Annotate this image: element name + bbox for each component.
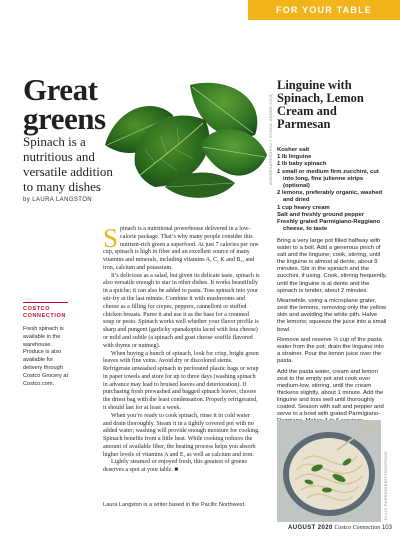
byline: by LAURA LANGSTON <box>23 197 93 203</box>
page-number: 103 <box>381 525 392 531</box>
recipe-step: Meanwhile, using a microplane grater, zest the lemons, removing only the yellow skin and avoiding the white pith. Halve the lemons; squeeze the juice into a small bowl. <box>277 298 387 333</box>
sidebar-body: Fresh spinach is available in the warehouse. Produce is also available for delivery through Costco Grocery at Costco.com. <box>23 326 69 387</box>
linguine-dish-image <box>277 420 381 522</box>
article-paragraph-1: Spinach is a nutritional powerhouse delivered in a low-calorie package. That’s why many people consider this nutrient-rich green a superfood. At just 7 calories per raw cup, spinach is high in fiber and an excellent source of many vitamins and minerals, including vitamins A, C, K and B₂, and iron, calcium and potassium. <box>103 223 259 271</box>
ingredient-item: 1 lb baby spinach <box>277 161 327 168</box>
recipe-step: Add the pasta water, cream and lemon zest to the empty pot and cook over medium-low, stirring, until the cream thickens slightly, about 1 minute. Add the linguine and toss well until thoroughly coated. Season with salt and pepper and serve in a bowl with grated Parmigiano- <box>277 368 384 418</box>
footer-date: AUGUST 2020 <box>288 525 333 531</box>
sidebar-label <box>23 306 73 320</box>
section-banner-label: FOR YOUR TABLE <box>276 5 372 15</box>
article-paragraph-2: It’s delicious as a salad, but given its delicate taste, spinach is also versatile enough to star in other dishes. It works beautifully in a quiche; it can also be added to pasta. Toss spinach into your stir-fry at the last minute. Combine it with mushrooms and cheese as a filling for crepes, peppers, cannelloni or stuffed chicken breasts. Puree it and use it as the base for a creamed soup or pesto. Spinach works well whether your flavor profile is sharp and pungent (garlicky spanakopita laced with feta cheese) or mild and subtle (a spinach and goat cheese soufflé flavored with thyme or nutmeg). <box>103 272 260 349</box>
article-paragraph-3: When buying a bunch of spinach, look for crisp, bright green leaves with fine veins. Avoid dry or discolored stems. Refrigerate unwashed spinach in perforated plastic bags or wrap in paper towels and store for up to three days (washing spinach in advance may lead to bruised leaves and deterioration). If purchasing fresh prewashed and bagged spinach leaves, choose the driest bag with the least condensation. Properly refrigerated, it should last for at least a week. <box>103 350 259 411</box>
spinach-photo-credit: ANDRESAPERSHINI / STOCK.ADOBE.COM <box>268 94 273 185</box>
ingredient-item: 1 small or medium firm zucchini, cut into long, fine julienne strips (optional) <box>277 168 379 190</box>
feature-title <box>23 72 106 136</box>
leaf-right <box>200 129 267 176</box>
ingredient-item: 2 lemons, preferably organic, washed and dried <box>277 190 383 204</box>
ingredient-item: Salt and freshly ground pepper <box>277 211 365 218</box>
section-banner <box>248 0 400 20</box>
footer-publication: Costco Connection <box>334 525 381 531</box>
article-body <box>103 223 260 475</box>
ingredient-list <box>277 147 387 233</box>
spinach-leaves-image <box>95 75 273 203</box>
author-note: Laura Langston is a writer based in the Pacific Northwest. <box>103 502 246 508</box>
recipe-steps <box>277 238 387 439</box>
dish-photo-credit: ELLIS PARRINDER/STOCKFOOD <box>383 450 388 520</box>
ingredient-item: 1 lb linguine <box>277 154 312 161</box>
sidebar-label-line1: COSTCO <box>23 306 51 312</box>
recipe-title: Linguine with Spinach, Lemon Cream and Parmesan <box>277 78 364 131</box>
ingredient-item: 1 cup heavy cream <box>277 204 330 211</box>
drop-cap: S <box>103 223 119 253</box>
sidebar-divider <box>23 302 68 303</box>
feature-title-line1: Great <box>23 72 98 107</box>
page-footer <box>288 525 392 531</box>
article-paragraph-4: When you’re ready to cook spinach, rinse it in cold water and drain thoroughly. Steam it in a tightly covered pot with no added water; washing will provide enough moisture for cooking. Spinach benefits from a little heat. While cooking reduces the amount of available fiber, the heating process helps you absorb higher levels of vitamins A and E, as well as calcium and iron. <box>103 412 260 458</box>
article-paragraph-5: Lightly steamed or enjoyed fresh, this greatest of greens deserves a spot at your table. ■ <box>103 459 247 474</box>
sidebar-label-line2: CONNECTION <box>23 313 66 319</box>
recipe-step: Bring a very large pot filled halfway with water to a boil. Add a generous pinch of salt and the linguine; cook, stirring, until the linguine is almost al dente, about 9 minutes. Stir in the spinach and the zucchini, if using. Cook, stirring frequently, until the linguine is al dente and the spinach is tender, about 2 minutes. <box>277 238 387 294</box>
ingredient-item: Kosher salt <box>277 147 310 153</box>
feature-subtitle: Spinach is a nutritious and versatile addition to many dishes <box>23 134 113 194</box>
ingredient-item: Freshly grated Parmigiano-Reggiano cheese, to taste <box>277 219 381 233</box>
recipe-step: Remove and reserve ½ cup of the pasta water from the pot; drain the linguine into a strainer. Pour the lemon juice over the pasta. <box>277 337 384 365</box>
feature-title-line2: greens <box>23 101 106 136</box>
